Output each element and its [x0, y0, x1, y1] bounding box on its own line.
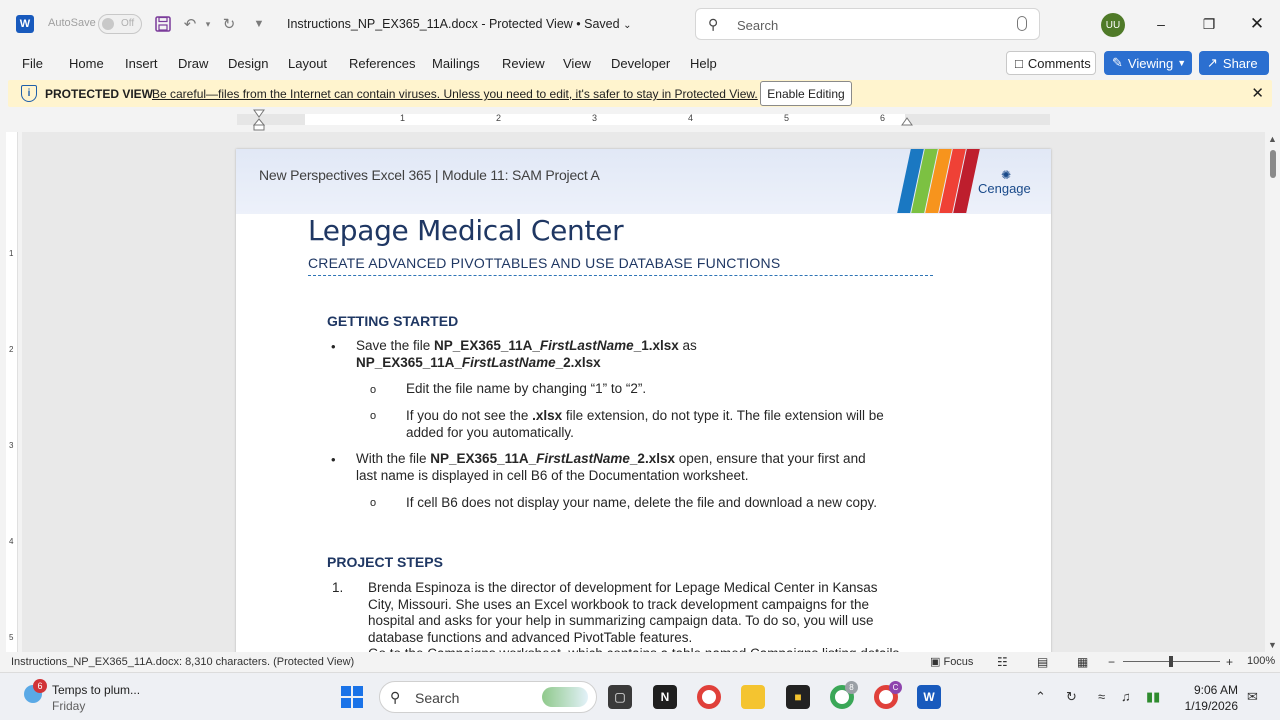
autosave-label: AutoSave [48, 17, 96, 29]
list-item: If you do not see the .xlsx file extension, do not type it. The file extension will be added for you automatically. [406, 408, 884, 440]
ruler-number: 3 [9, 441, 14, 450]
viewing-mode-button[interactable]: ✎ Viewing ▼ [1104, 51, 1192, 75]
ruler-number: 5 [9, 633, 14, 642]
close-button[interactable]: ✕ [1249, 14, 1265, 33]
right-indent-marker-icon[interactable] [901, 117, 913, 129]
file-explorer-icon[interactable] [741, 685, 765, 709]
taskbar [0, 672, 1280, 720]
bullet-icon: • [331, 339, 336, 354]
ruler-number: 4 [688, 113, 694, 123]
tab-home[interactable]: Home [69, 56, 104, 71]
zoom-in-icon[interactable]: + [1226, 655, 1234, 669]
read-mode-icon[interactable]: ☷ [997, 655, 1008, 669]
status-bar [0, 652, 1280, 672]
volume-icon[interactable]: ♫ [1121, 689, 1131, 704]
tab-review[interactable]: Review [502, 56, 545, 71]
word-app-icon[interactable]: W [917, 685, 941, 709]
autosave-toggle[interactable] [98, 14, 142, 34]
sync-icon[interactable]: ↻ [1066, 689, 1077, 704]
profile-badge: C [889, 681, 902, 694]
redo-icon[interactable]: ↻ [222, 16, 236, 33]
horizontal-ruler [0, 108, 1280, 130]
share-button[interactable]: ↗ Share [1199, 51, 1269, 75]
protected-view-bar [8, 80, 1272, 107]
microphone-icon[interactable] [1017, 16, 1027, 31]
tab-layout[interactable]: Layout [288, 56, 328, 71]
avatar[interactable]: UU [1101, 13, 1125, 37]
weather-subtitle: Friday [52, 699, 86, 713]
tab-references[interactable]: References [349, 56, 416, 71]
clock[interactable] [1182, 682, 1238, 714]
zoom-out-icon[interactable]: − [1108, 655, 1116, 669]
print-layout-icon[interactable]: ▤ [1037, 655, 1049, 669]
ruler-number: 1 [9, 249, 14, 258]
list-item: With the file NP_EX365_11A_FirstLastName_2.xlsx open, ensure that your first and last name is displayed in cell B6 of the Documentation worksheet. [356, 451, 866, 483]
sub-bullet-icon: o [370, 497, 377, 509]
notion-app-icon[interactable]: N [653, 685, 677, 709]
ruler-number: 3 [592, 113, 598, 123]
scroll-down-icon[interactable]: ▼ [1268, 640, 1277, 650]
document-title[interactable]: Instructions_NP_EX365_11A.docx - Protected View • Saved ⌄ [287, 17, 632, 31]
focus-icon: ▣ [930, 656, 941, 668]
tab-design[interactable]: Design [228, 56, 269, 71]
search-placeholder: Search [737, 18, 779, 33]
search-input[interactable] [695, 8, 1040, 40]
enable-editing-button[interactable]: Enable Editing [760, 81, 852, 106]
scroll-up-icon[interactable]: ▲ [1268, 134, 1277, 144]
section-heading-getting-started: GETTING STARTED [327, 313, 459, 329]
start-button[interactable] [341, 686, 363, 708]
notification-icon[interactable]: ✉ [1247, 689, 1258, 704]
sub-bullet-icon: o [370, 384, 377, 396]
focus-button[interactable]: ▣ Focus [930, 656, 974, 668]
task-view-icon[interactable]: ▢ [608, 685, 632, 709]
toggle-knob [102, 18, 114, 30]
ruler-number: 5 [784, 113, 790, 123]
undo-dropdown-icon[interactable]: ▾ [205, 18, 211, 29]
document-title: Lepage Medical Center [308, 214, 624, 247]
web-layout-icon[interactable]: ▦ [1077, 655, 1089, 669]
ribbon-tabs [0, 48, 1280, 78]
list-item: If cell B6 does not display your name, delete the file and download a new copy. [406, 495, 878, 510]
tab-view[interactable]: View [563, 56, 591, 71]
sticky-notes-icon[interactable]: ■ [786, 685, 810, 709]
save-icon[interactable] [153, 14, 173, 34]
header-text: New Perspectives Excel 365 | Module 11: SAM Project A [259, 167, 600, 183]
comment-icon: □ [1015, 55, 1023, 71]
cengage-logo-icon: ✺ [1001, 168, 1012, 182]
clock-date: 1/19/2026 [1184, 699, 1238, 713]
shield-icon: i [21, 85, 37, 102]
dotted-divider [308, 275, 933, 276]
tab-draw[interactable]: Draw [178, 56, 209, 71]
clock-time: 9:06 AM [1193, 683, 1238, 697]
zoom-level[interactable]: 100% [1247, 655, 1276, 667]
step-number: 1. [332, 580, 344, 595]
section-heading-project-steps: PROJECT STEPS [327, 554, 443, 570]
word-logo-icon: W [16, 15, 34, 33]
document-page[interactable] [236, 149, 1051, 669]
battery-icon[interactable]: ▮▮ [1146, 689, 1161, 704]
minimize-button[interactable]: – [1157, 16, 1165, 32]
pen-icon: ✎ [1112, 55, 1123, 70]
ruler-number: 4 [9, 537, 14, 546]
customize-toolbar-icon[interactable]: ▼ [253, 18, 265, 30]
zoom-slider-knob[interactable] [1169, 656, 1173, 667]
search-icon: ⚲ [390, 689, 401, 705]
vertical-scrollbar[interactable] [1266, 132, 1280, 652]
tab-developer[interactable]: Developer [611, 56, 671, 71]
list-item: Save the file NP_EX365_11A_FirstLastName_1.xlsx as NP_EX365_11A_FirstLastName_2.xlsx [356, 338, 697, 370]
document-canvas[interactable] [22, 132, 1265, 652]
ruler-number: 2 [496, 113, 502, 123]
taskbar-search-input[interactable] [379, 681, 597, 713]
document-subtitle: CREATE ADVANCED PIVOTTABLES AND USE DATABASE FUNCTIONS [308, 255, 781, 271]
share-icon: ↗ [1207, 55, 1218, 70]
scroll-thumb[interactable] [1270, 150, 1276, 178]
title-bar [0, 0, 1280, 48]
chrome-app-icon[interactable] [697, 685, 721, 709]
restore-button[interactable]: ❐ [1202, 15, 1216, 32]
chevron-down-icon: ▼ [1177, 58, 1187, 68]
close-icon[interactable]: ✕ [1251, 85, 1264, 102]
comments-button[interactable]: □ Comments [1006, 51, 1096, 75]
tab-insert[interactable]: Insert [125, 56, 158, 71]
tab-file[interactable]: File [22, 56, 43, 71]
page-header-band [236, 149, 1051, 214]
wifi-icon[interactable]: ≈ [1098, 689, 1106, 704]
notification-badge: 6 [33, 679, 47, 693]
ruler-number: 2 [9, 345, 14, 354]
ruler-number: 1 [400, 113, 406, 123]
profile-badge: 8 [845, 681, 858, 694]
protected-view-label: PROTECTED VIEW [45, 87, 154, 101]
tab-mailings[interactable]: Mailings [432, 56, 480, 71]
vertical-ruler [6, 132, 18, 652]
tab-help[interactable]: Help [690, 56, 717, 71]
search-highlight-icon [542, 687, 588, 707]
toggle-state: Off [121, 18, 135, 29]
sub-bullet-icon: o [370, 410, 377, 422]
status-text: Instructions_NP_EX365_11A.docx: 8,310 characters. (Protected View) [11, 656, 355, 668]
title-chevron-down-icon: ⌄ [623, 20, 632, 31]
weather-title: Temps to plum... [52, 683, 141, 697]
protected-view-message[interactable]: Be careful—files from the Internet can contain viruses. Unless you need to edit, it's safer to stay in Protected View. [152, 87, 758, 101]
ruler-number: 6 [880, 113, 886, 123]
indent-marker-icon[interactable] [253, 109, 265, 131]
bullet-icon: • [331, 452, 336, 467]
list-item: Brenda Espinoza is the director of development for Lepage Medical Center in Kansas City, Missouri. She uses an Excel workbook to track development campaigns for the hospital and asks for your help in summarizing campaign data. To do so, you will use database functions and advanced PivotTable features. [368, 580, 878, 645]
ruler-text-area [305, 114, 905, 125]
list-item: Edit the file name by changing “1” to “2”. [406, 381, 647, 396]
undo-icon[interactable]: ↶ [183, 16, 197, 33]
brand-name: Cengage [978, 181, 1031, 196]
taskbar-search-placeholder: Search [415, 690, 460, 706]
search-icon: ⚲ [708, 16, 719, 32]
chevron-up-icon[interactable]: ⌃ [1035, 689, 1046, 704]
